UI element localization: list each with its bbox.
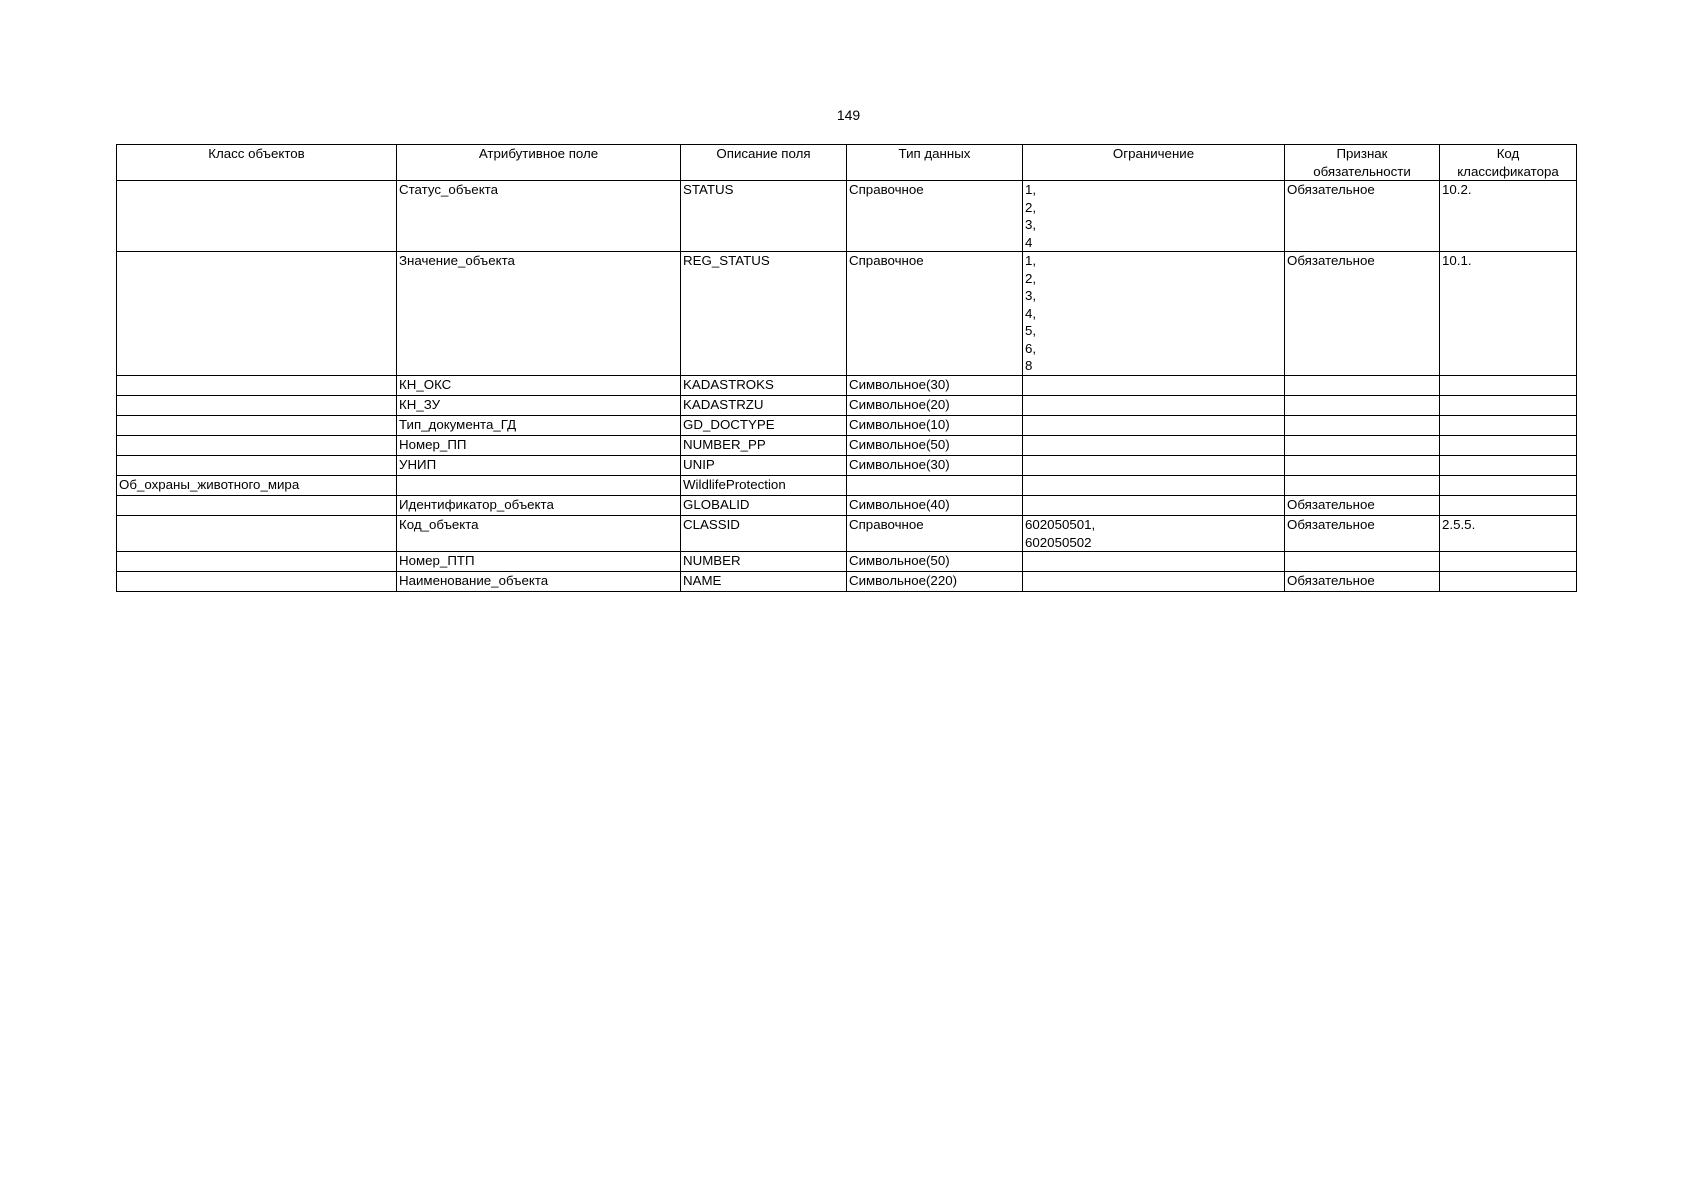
table-row xyxy=(117,416,1577,436)
cell-object-class xyxy=(117,496,397,516)
cell-classifier-code xyxy=(1440,456,1577,476)
table-row xyxy=(117,572,1577,592)
cell-data-type: Справочное xyxy=(847,516,1023,552)
cell-object-class: Об_охраны_животного_мира xyxy=(117,476,397,496)
cell-mandatory-flag: Обязательное xyxy=(1285,181,1440,252)
cell-data-type: Символьное(40) xyxy=(847,496,1023,516)
cell-object-class xyxy=(117,456,397,476)
cell-constraint xyxy=(1023,552,1285,572)
cell-constraint xyxy=(1023,496,1285,516)
table-row xyxy=(117,552,1577,572)
cell-data-type: Символьное(30) xyxy=(847,376,1023,396)
cell-attribute-field: Значение_объекта xyxy=(397,252,681,376)
page-number: 149 xyxy=(836,107,861,123)
header-row xyxy=(117,145,1577,181)
cell-mandatory-flag xyxy=(1285,416,1440,436)
cell-attribute-field xyxy=(397,476,681,496)
header-classifier-code: Код классификатора xyxy=(1440,145,1577,181)
cell-data-type: Символьное(20) xyxy=(847,396,1023,416)
cell-field-description: NUMBER xyxy=(681,552,847,572)
cell-object-class xyxy=(117,516,397,552)
cell-mandatory-flag: Обязательное xyxy=(1285,252,1440,376)
table-row xyxy=(117,396,1577,416)
table-row xyxy=(117,376,1577,396)
table-row xyxy=(117,436,1577,456)
cell-classifier-code xyxy=(1440,496,1577,516)
cell-data-type xyxy=(847,476,1023,496)
cell-object-class xyxy=(117,396,397,416)
cell-classifier-code xyxy=(1440,376,1577,396)
cell-field-description: WildlifeProtection xyxy=(681,476,847,496)
cell-constraint: 602050501, 602050502 xyxy=(1023,516,1285,552)
cell-data-type: Символьное(50) xyxy=(847,552,1023,572)
cell-mandatory-flag: Обязательное xyxy=(1285,496,1440,516)
cell-mandatory-flag xyxy=(1285,476,1440,496)
attribute-table xyxy=(116,144,1577,592)
cell-field-description: STATUS xyxy=(681,181,847,252)
cell-mandatory-flag xyxy=(1285,396,1440,416)
cell-mandatory-flag xyxy=(1285,436,1440,456)
table-row xyxy=(117,456,1577,476)
cell-attribute-field: Номер_ПТП xyxy=(397,552,681,572)
cell-object-class xyxy=(117,181,397,252)
cell-field-description: KADASTROKS xyxy=(681,376,847,396)
cell-attribute-field: Идентификатор_объекта xyxy=(397,496,681,516)
cell-data-type: Справочное xyxy=(847,252,1023,376)
cell-field-description: KADASTRZU xyxy=(681,396,847,416)
cell-mandatory-flag xyxy=(1285,456,1440,476)
cell-classifier-code xyxy=(1440,416,1577,436)
cell-data-type: Символьное(220) xyxy=(847,572,1023,592)
cell-attribute-field: Наименование_объекта xyxy=(397,572,681,592)
cell-attribute-field: КН_ОКС xyxy=(397,376,681,396)
cell-constraint xyxy=(1023,456,1285,476)
cell-classifier-code xyxy=(1440,572,1577,592)
cell-attribute-field: Номер_ПП xyxy=(397,436,681,456)
cell-object-class xyxy=(117,572,397,592)
cell-data-type: Символьное(30) xyxy=(847,456,1023,476)
header-object-class: Класс объектов xyxy=(117,145,397,181)
table-row xyxy=(117,516,1577,552)
header-constraint: Ограничение xyxy=(1023,145,1285,181)
header-attribute-field: Атрибутивное поле xyxy=(397,145,681,181)
cell-constraint xyxy=(1023,376,1285,396)
cell-mandatory-flag xyxy=(1285,552,1440,572)
cell-data-type: Справочное xyxy=(847,181,1023,252)
cell-object-class xyxy=(117,436,397,456)
cell-attribute-field: КН_ЗУ xyxy=(397,396,681,416)
cell-mandatory-flag: Обязательное xyxy=(1285,572,1440,592)
cell-classifier-code xyxy=(1440,476,1577,496)
cell-classifier-code xyxy=(1440,436,1577,456)
cell-object-class xyxy=(117,552,397,572)
cell-constraint xyxy=(1023,396,1285,416)
cell-attribute-field: УНИП xyxy=(397,456,681,476)
cell-attribute-field: Тип_документа_ГД xyxy=(397,416,681,436)
cell-constraint: 1, 2, 3, 4 xyxy=(1023,181,1285,252)
cell-classifier-code xyxy=(1440,552,1577,572)
cell-object-class xyxy=(117,376,397,396)
cell-field-description: UNIP xyxy=(681,456,847,476)
cell-constraint: 1, 2, 3, 4, 5, 6, 8 xyxy=(1023,252,1285,376)
cell-data-type: Символьное(50) xyxy=(847,436,1023,456)
table-body xyxy=(117,181,1577,592)
header-mandatory-flag: Признак обязательности xyxy=(1285,145,1440,181)
cell-field-description: NUMBER_PP xyxy=(681,436,847,456)
header-field-description: Описание поля xyxy=(681,145,847,181)
cell-field-description: NAME xyxy=(681,572,847,592)
cell-constraint xyxy=(1023,572,1285,592)
header-data-type: Тип данных xyxy=(847,145,1023,181)
cell-mandatory-flag xyxy=(1285,376,1440,396)
cell-field-description: REG_STATUS xyxy=(681,252,847,376)
cell-attribute-field: Код_объекта xyxy=(397,516,681,552)
cell-classifier-code: 10.2. xyxy=(1440,181,1577,252)
table-header xyxy=(117,145,1577,181)
cell-field-description: GLOBALID xyxy=(681,496,847,516)
cell-field-description: GD_DOCTYPE xyxy=(681,416,847,436)
cell-constraint xyxy=(1023,416,1285,436)
cell-object-class xyxy=(117,252,397,376)
cell-classifier-code: 2.5.5. xyxy=(1440,516,1577,552)
cell-constraint xyxy=(1023,476,1285,496)
table-row xyxy=(117,252,1577,376)
table-row xyxy=(117,496,1577,516)
cell-constraint xyxy=(1023,436,1285,456)
cell-field-description: CLASSID xyxy=(681,516,847,552)
cell-mandatory-flag: Обязательное xyxy=(1285,516,1440,552)
cell-attribute-field: Статус_объекта xyxy=(397,181,681,252)
cell-classifier-code xyxy=(1440,396,1577,416)
table-row xyxy=(117,181,1577,252)
cell-classifier-code: 10.1. xyxy=(1440,252,1577,376)
cell-object-class xyxy=(117,416,397,436)
cell-data-type: Символьное(10) xyxy=(847,416,1023,436)
table-row xyxy=(117,476,1577,496)
